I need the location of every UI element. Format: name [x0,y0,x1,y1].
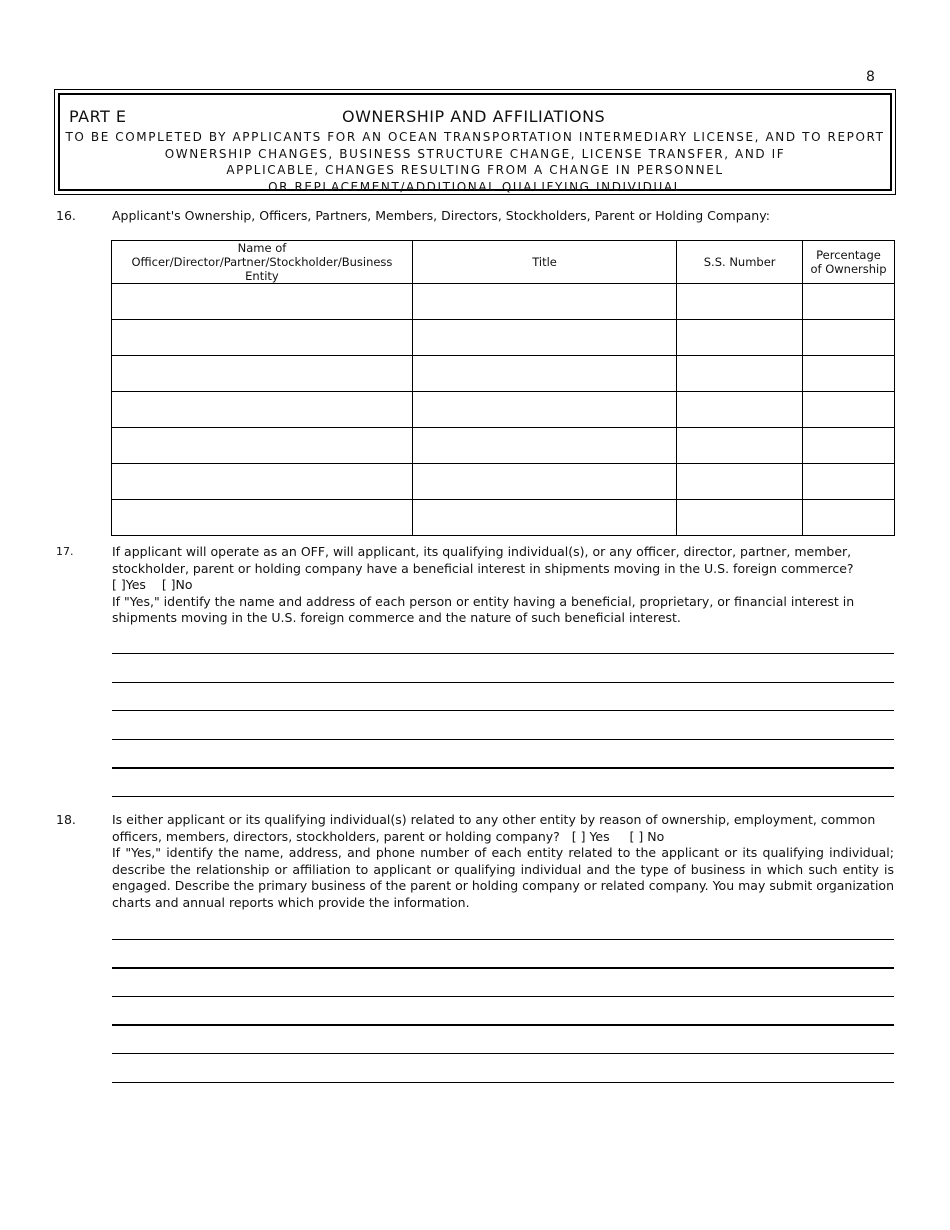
ss-number-cell[interactable] [677,392,803,428]
ss-number-cell[interactable] [677,500,803,536]
col-header-percentage: Percentage of Ownership [803,241,895,284]
answer-line[interactable] [112,739,894,740]
answer-line[interactable] [112,767,894,769]
header-subtitle [60,129,890,195]
table-row [112,500,895,536]
q16-number: 16. [56,208,76,223]
name-cell[interactable] [112,356,413,392]
name-cell[interactable] [112,464,413,500]
answer-line[interactable] [112,653,894,654]
answer-line[interactable] [112,1024,894,1026]
name-cell[interactable] [112,500,413,536]
q18-paragraph: If "Yes," identify the name, address, and phone number of each entity related to the applicant or its qualifying individual; describe the relationship or affiliation to applicant or qualifying individual and the type of business in which such entity is engaged. Describe the primary business of the parent or holding company or related company. You may submit organization charts and annual reports which provide the information. [112,845,894,910]
part-label: PART E [69,107,127,126]
subtitle-line: APPLICABLE, CHANGES RESULTING FROM A CHANGE IN PERSONNEL [226,163,724,177]
name-cell[interactable] [112,284,413,320]
part-title: OWNERSHIP AND AFFILIATIONS [342,107,606,126]
name-cell[interactable] [112,320,413,356]
percentage-cell[interactable] [803,464,895,500]
answer-line[interactable] [112,939,894,940]
table-row [112,392,895,428]
table-row [112,284,895,320]
q17-yes-checkbox[interactable]: [ ]Yes [112,577,146,592]
title-cell[interactable] [412,500,676,536]
subtitle-line: TO BE COMPLETED BY APPLICANTS FOR AN OCEAN TRANSPORTATION INTERMEDIARY LICENSE, AND TO REPORT [65,130,885,144]
ownership-table-body [112,284,895,536]
answer-line[interactable] [112,1082,894,1083]
answer-line[interactable] [112,710,894,711]
q17-number: 17. [56,545,74,558]
q17-text: If applicant will operate as an OFF, will applicant, its qualifying individual(s), or any officer, director, partner, member, stockholder, parent or holding company have a beneficial interest in shipments moving in the U.S. foreign commerce? [ ]Yes [ ]No If "Yes," identify the name and address of each person or entity having a beneficial, proprietary, or financial interest in shipments moving in the U.S. foreign commerce and the nature of such beneficial interest. [112,544,855,625]
table-header-row [112,241,895,284]
table-row [112,464,895,500]
q18-number: 18. [56,812,76,827]
percentage-cell[interactable] [803,500,895,536]
percentage-cell[interactable] [803,392,895,428]
q18-text: Is either applicant or its qualifying individual(s) related to any other entity by reason of ownership, employment, common officers, members, directors, stockholders, parent or holding company? [ ] Yes [ ] No If "Yes," identify the name, address, and phone number of each entity related to the applicant or its qualifying individual; describe the relationship or affiliation to applicant or qualifying individual and the type of business in which such entity is engaged. Describe the primary business of the parent or holding company or related company. You may submit organization charts and annual reports which provide the information. [112,812,894,910]
q18-yes-checkbox[interactable]: [ ] Yes [571,828,610,844]
subtitle-line: OR REPLACEMENT/ADDITIONAL QUALIFYING INDIVIDUAL [268,179,682,194]
title-cell[interactable] [412,464,676,500]
part-e-header [54,89,896,195]
ss-number-cell[interactable] [677,320,803,356]
ss-number-cell[interactable] [677,464,803,500]
answer-line[interactable] [112,796,894,797]
title-cell[interactable] [412,284,676,320]
col-header-ss-number: S.S. Number [677,241,803,284]
title-cell[interactable] [412,392,676,428]
name-cell[interactable] [112,428,413,464]
ss-number-cell[interactable] [677,356,803,392]
subtitle-line: OWNERSHIP CHANGES, BUSINESS STRUCTURE CHANGE, LICENSE TRANSFER, AND IF [164,146,786,161]
table-row [112,356,895,392]
percentage-cell[interactable] [803,356,895,392]
percentage-cell[interactable] [803,284,895,320]
answer-line[interactable] [112,1053,894,1054]
percentage-cell[interactable] [803,428,895,464]
col-header-name: Name of Officer/Director/Partner/Stockholder/Business Entity [112,241,413,284]
title-cell[interactable] [412,356,676,392]
name-cell[interactable] [112,392,413,428]
table-row [112,320,895,356]
answer-line[interactable] [112,682,894,683]
ownership-table [111,240,895,536]
title-cell[interactable] [412,320,676,356]
percentage-cell[interactable] [803,320,895,356]
title-cell[interactable] [412,428,676,464]
header-inner-border [58,93,892,194]
page-number: 8 [866,69,875,85]
ss-number-cell[interactable] [677,428,803,464]
answer-line[interactable] [112,996,894,997]
answer-line[interactable] [112,967,894,969]
q16-text: Applicant's Ownership, Officers, Partners, Members, Directors, Stockholders, Parent or Holding Company: [112,208,770,223]
ss-number-cell[interactable] [677,284,803,320]
q18-no-checkbox[interactable]: [ ] No [629,828,665,844]
table-row [112,428,895,464]
col-header-title: Title [412,241,676,284]
q17-no-checkbox[interactable]: [ ]No [161,577,193,592]
